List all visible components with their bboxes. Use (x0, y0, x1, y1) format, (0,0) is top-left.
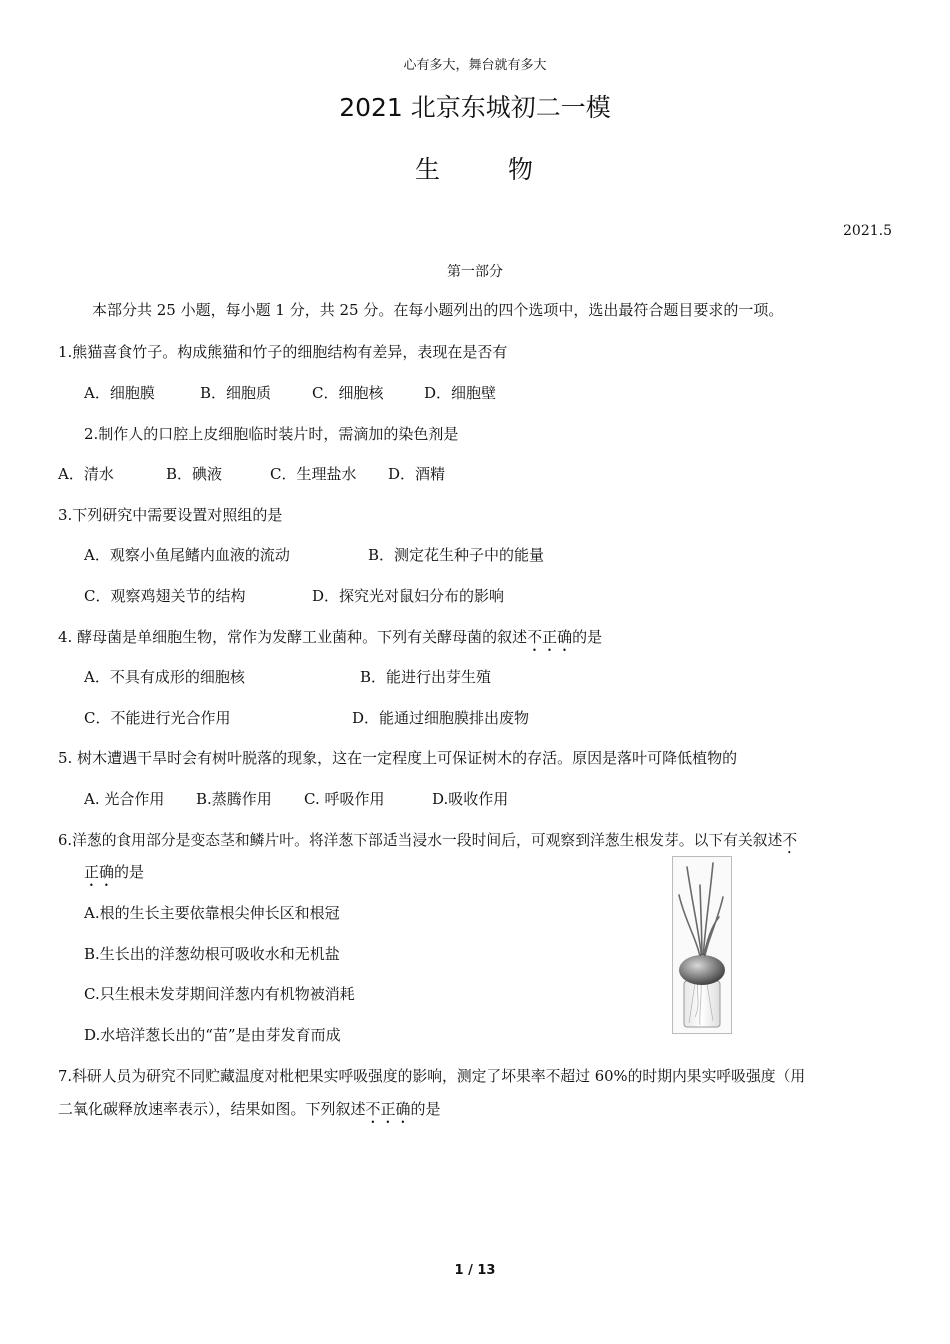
question-5-option-d: D.吸收作用 (432, 790, 509, 808)
exam-date: 2021.5 (843, 223, 892, 239)
question-7-stem-end: 的是 (410, 1100, 441, 1118)
question-5-option-a: A. 光合作用 (84, 790, 165, 808)
question-6-option-a: A.根的生长主要依靠根尖伸长区和根冠 (84, 904, 340, 922)
question-7-emphasis: 不正确 (365, 1100, 411, 1118)
section-title: 第一部分 (447, 264, 503, 280)
question-7-stem-text: 二氧化碳释放速率表示），结果如图。下列叙述 (58, 1100, 366, 1118)
subject-title (0, 150, 950, 186)
section-intro: 本部分共 25 小题，每小题 1 分，共 25 分。在每小题列出的四个选项中，选出最符合题目要求的一项。 (92, 301, 784, 319)
question-3-option-c: C．观察鸡翅关节的结构 (84, 587, 246, 605)
question-4-stem-text: 4. 酵母菌是单细胞生物，常作为发酵工业菌种。下列有关酵母菌的叙述 (58, 628, 528, 646)
question-1-option-d: D．细胞壁 (424, 384, 497, 402)
subject-char-2: 物 (508, 155, 536, 184)
question-1-option-b: B．细胞质 (200, 384, 272, 402)
question-6-stem-end: 的是 (114, 863, 145, 881)
question-3-option-a: A．观察小鱼尾鳍内血液的流动 (84, 546, 290, 564)
question-4-option-a: A．不具有成形的细胞核 (84, 668, 245, 686)
onion-sprout-figure (672, 856, 732, 1034)
question-4-option-d: D．能通过细胞膜排出废物 (352, 709, 530, 727)
question-4-emphasis: 不正确 (527, 628, 573, 646)
question-1-stem: 1.熊猫喜食竹子。构成熊猫和竹子的细胞结构有差异，表现在是否有 (58, 343, 508, 361)
question-2-option-d: D．酒精 (388, 465, 446, 483)
question-4-option-c: C．不能进行光合作用 (84, 709, 231, 727)
question-6-stem-cont (84, 861, 144, 890)
question-7-stem-line-1: 7.科研人员为研究不同贮藏温度对枇杷果实呼吸强度的影响，测定了坏果率不超过 60%的时期内果实呼吸强度（用 (58, 1068, 806, 1085)
question-6-stem-text: 6.洋葱的食用部分是变态茎和鳞片叶。将洋葱下部适当浸水一段时间后，可观察到洋葱生根发芽。以下有关叙述 (58, 832, 783, 849)
question-5-option-c: C. 呼吸作用 (304, 790, 385, 808)
question-4-option-b: B．能进行出芽生殖 (360, 668, 492, 686)
subject-char-1: 生 (414, 155, 442, 184)
question-6-option-b: B.生长出的洋葱幼根可吸收水和无机盐 (84, 945, 340, 963)
question-2-stem: 2.制作人的口腔上皮细胞临时装片时，需滴加的染色剂是 (84, 425, 459, 443)
page-title: 2021 北京东城初二一模 (339, 93, 611, 122)
question-5-stem: 5. 树木遭遇干旱时会有树叶脱落的现象，这在一定程度上可保证树木的存活。原因是落叶可降低植物的 (58, 749, 738, 767)
page-number: 1 / 13 (454, 1263, 496, 1278)
header-banner: 心有多大，舞台就有多大 (403, 58, 547, 73)
question-7-stem-line-2 (58, 1098, 441, 1127)
question-5-option-b: B.蒸腾作用 (196, 790, 272, 808)
question-4-stem (58, 626, 602, 655)
question-3-stem: 3.下列研究中需要设置对照组的是 (58, 506, 283, 524)
question-2-option-b: B．碘液 (166, 465, 223, 483)
question-2-option-a: A．清水 (58, 465, 114, 483)
question-4-stem-end: 的是 (572, 628, 603, 646)
question-3-option-b: B．测定花生种子中的能量 (368, 546, 545, 564)
question-6-emphasis-1: 不 (782, 832, 798, 849)
onion-illustration (673, 857, 731, 1033)
question-6-stem (58, 829, 797, 857)
question-6-emphasis-2: 正确 (84, 863, 115, 881)
question-1-option-a: A．细胞膜 (84, 384, 155, 402)
question-6-option-d: D.水培洋葱长出的“苗”是由芽发育而成 (84, 1026, 341, 1044)
question-2-option-c: C．生理盐水 (270, 465, 357, 483)
question-1-option-c: C．细胞核 (312, 384, 384, 402)
question-3-option-d: D．探究光对鼠妇分布的影响 (312, 587, 505, 605)
question-6-option-c: C.只生根未发芽期间洋葱内有机物被消耗 (84, 985, 355, 1003)
